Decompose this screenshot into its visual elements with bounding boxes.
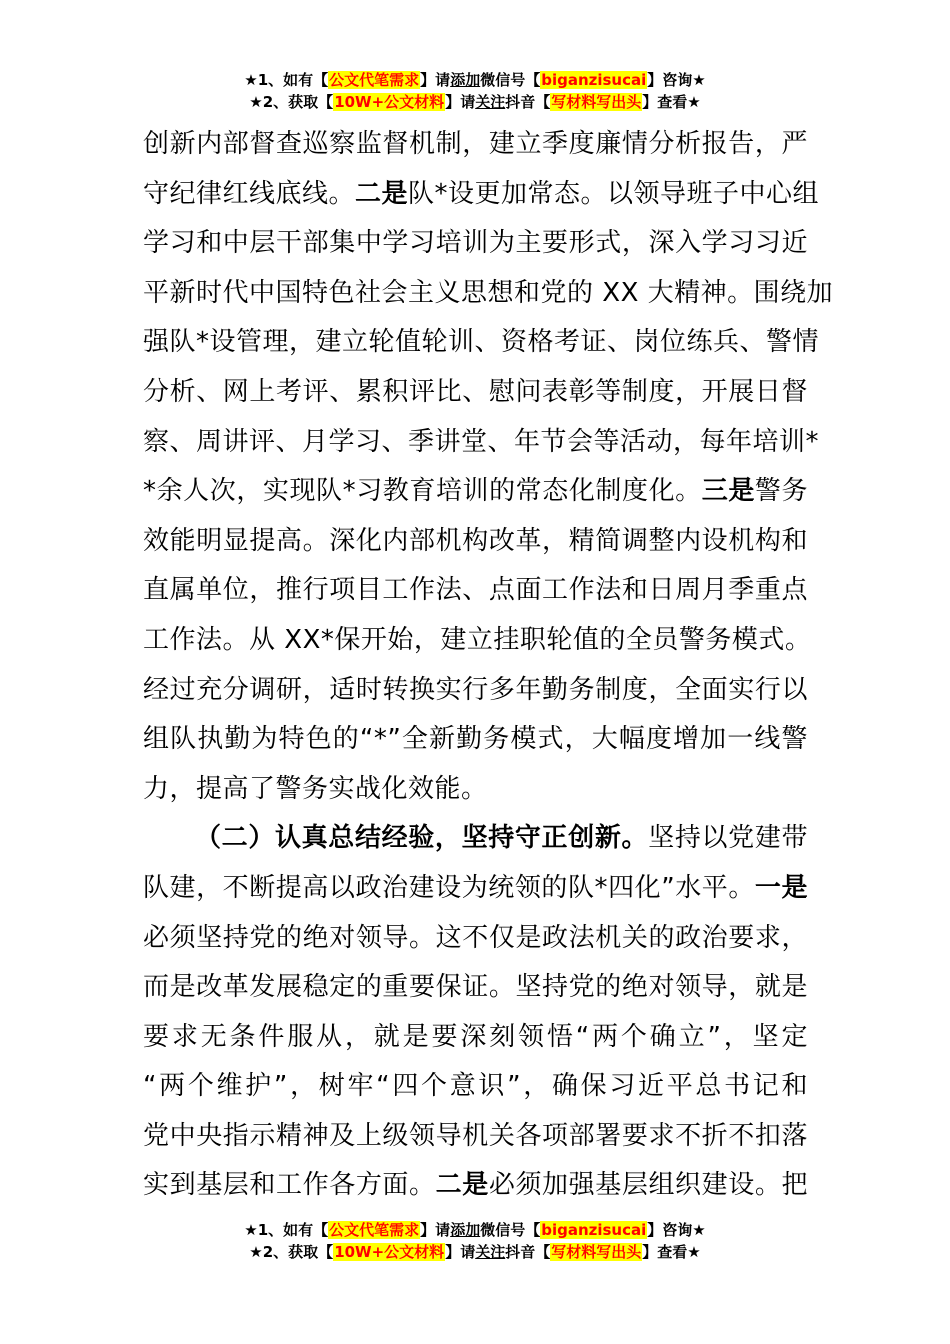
banner-underlined: 关注 — [475, 93, 506, 111]
body-line: 经过充分调研，适时转换实行多年勤务制度，全面实行以 — [143, 674, 808, 705]
banner-line-2 — [0, 91, 950, 113]
body-line: 分析、网上考评、累积评比、慰问表彰等制度，开展日督 — [143, 376, 808, 407]
body-line: 力，提高了警务实战化效能。 — [143, 773, 488, 804]
banner-text: ★1、如有【 — [244, 71, 329, 89]
banner-underlined: 添加 — [450, 71, 481, 89]
text-run: 警务 — [754, 476, 808, 507]
body-line: 创新内部督查巡察监督机制，建立季度廉情分析报告，严 — [143, 129, 808, 159]
banner-highlight: biganzisucai — [541, 71, 647, 89]
banner-line-1 — [0, 1219, 950, 1241]
body-line — [143, 864, 808, 914]
banner-text: 】查看★ — [642, 1243, 701, 1261]
banner-text: 】查看★ — [642, 93, 701, 111]
banner-text: 抖音【 — [505, 93, 551, 111]
banner-text: 】咨询★ — [647, 1221, 706, 1239]
banner-underlined: 添加 — [450, 1221, 481, 1239]
banner-text: ★1、如有【 — [244, 1221, 329, 1239]
body-line: 平新时代中国特色社会主义思想和党的 XX 大精神。围绕加 — [143, 277, 834, 308]
banner-text: ★2、获取【 — [249, 1243, 334, 1261]
text-run: 队*设更加常态。以领导班子中心组 — [408, 178, 820, 209]
banner-text: 抖音【 — [505, 1243, 551, 1261]
bold-lead: 二是 — [435, 1170, 489, 1201]
banner-text: 微信号【 — [480, 71, 541, 89]
banner-highlight: 公文代笔需求 — [329, 71, 420, 89]
banner-text: ★2、获取【 — [249, 93, 334, 111]
section-heading-line — [143, 814, 808, 864]
text-run: *余人次，实现队*习教育培训的常态化制度化。 — [143, 476, 702, 507]
banner-line-2 — [0, 1241, 950, 1263]
body-line: 学习和中层干部集中学习培训为主要形式，深入学习习近 — [143, 228, 808, 259]
body-line: 要求无条件服从，就是要深刻领悟“两个确立”，坚定 — [143, 1021, 808, 1052]
body-line: “两个维护”，树牢“四个意识”，确保习近平总书记和 — [143, 1071, 808, 1102]
body-line: 直属单位，推行项目工作法、点面工作法和日周月季重点 — [143, 575, 808, 606]
bold-lead: 一是 — [754, 872, 808, 903]
text-run: 必须加强基层组织建设。把 — [488, 1170, 808, 1201]
body-line — [143, 170, 820, 220]
banner-highlight: biganzisucai — [541, 1221, 647, 1239]
banner-text: 】请 — [445, 93, 476, 111]
banner-highlight: 公文代笔需求 — [329, 1221, 420, 1239]
text-run: 坚持以党建带 — [648, 823, 808, 854]
body-line: 强队*设管理，建立轮值轮训、资格考证、岗位练兵、警情 — [143, 327, 820, 358]
body-line: 而是改革发展稳定的重要保证。坚持党的绝对领导，就是 — [143, 972, 808, 1003]
body-line: 组队执勤为特色的“*”全新勤务模式，大幅度增加一线警 — [143, 724, 808, 755]
banner-text: 】咨询★ — [647, 71, 706, 89]
banner-text: 】请 — [420, 1221, 451, 1239]
bold-lead: 二是 — [355, 178, 409, 209]
banner-highlight: 写材料写出头 — [551, 1243, 642, 1261]
text-run: 守纪律红线底线。 — [143, 178, 356, 209]
banner-line-1 — [0, 69, 950, 91]
banner-highlight: 写材料写出头 — [551, 93, 642, 111]
body-line: 效能明显提高。深化内部机构改革，精简调整内设机构和 — [143, 525, 808, 556]
bold-lead: 三是 — [701, 476, 755, 507]
body-line — [143, 467, 808, 517]
footer-banner — [0, 1219, 950, 1263]
banner-highlight: 10W+公文材料 — [334, 1243, 445, 1261]
body-line: 察、周讲评、月学习、季讲堂、年节会等活动，每年培训* — [143, 426, 820, 457]
body-line: 工作法。从 XX*保开始，建立挂职轮值的全员警务模式。 — [143, 624, 812, 655]
body-line: 党中央指示精神及上级领导机关各项部署要求不折不扣落 — [143, 1120, 808, 1151]
section-heading: （二）认真总结经验，坚持守正创新。 — [195, 823, 649, 854]
banner-text: 】请 — [445, 1243, 476, 1261]
text-run: 队建，不断提高以政治建设为统领的队*四化”水平。 — [143, 872, 755, 903]
text-run: 实到基层和工作各方面。 — [143, 1170, 436, 1201]
banner-highlight: 10W+公文材料 — [334, 93, 445, 111]
banner-text: 微信号【 — [480, 1221, 541, 1239]
banner-text: 】请 — [420, 71, 451, 89]
body-line: 必须坚持党的绝对领导。这不仅是政法机关的政治要求， — [143, 922, 808, 953]
banner-underlined: 关注 — [475, 1243, 506, 1261]
document-body — [143, 120, 834, 1211]
header-banner — [0, 69, 950, 113]
body-line — [143, 1161, 808, 1211]
